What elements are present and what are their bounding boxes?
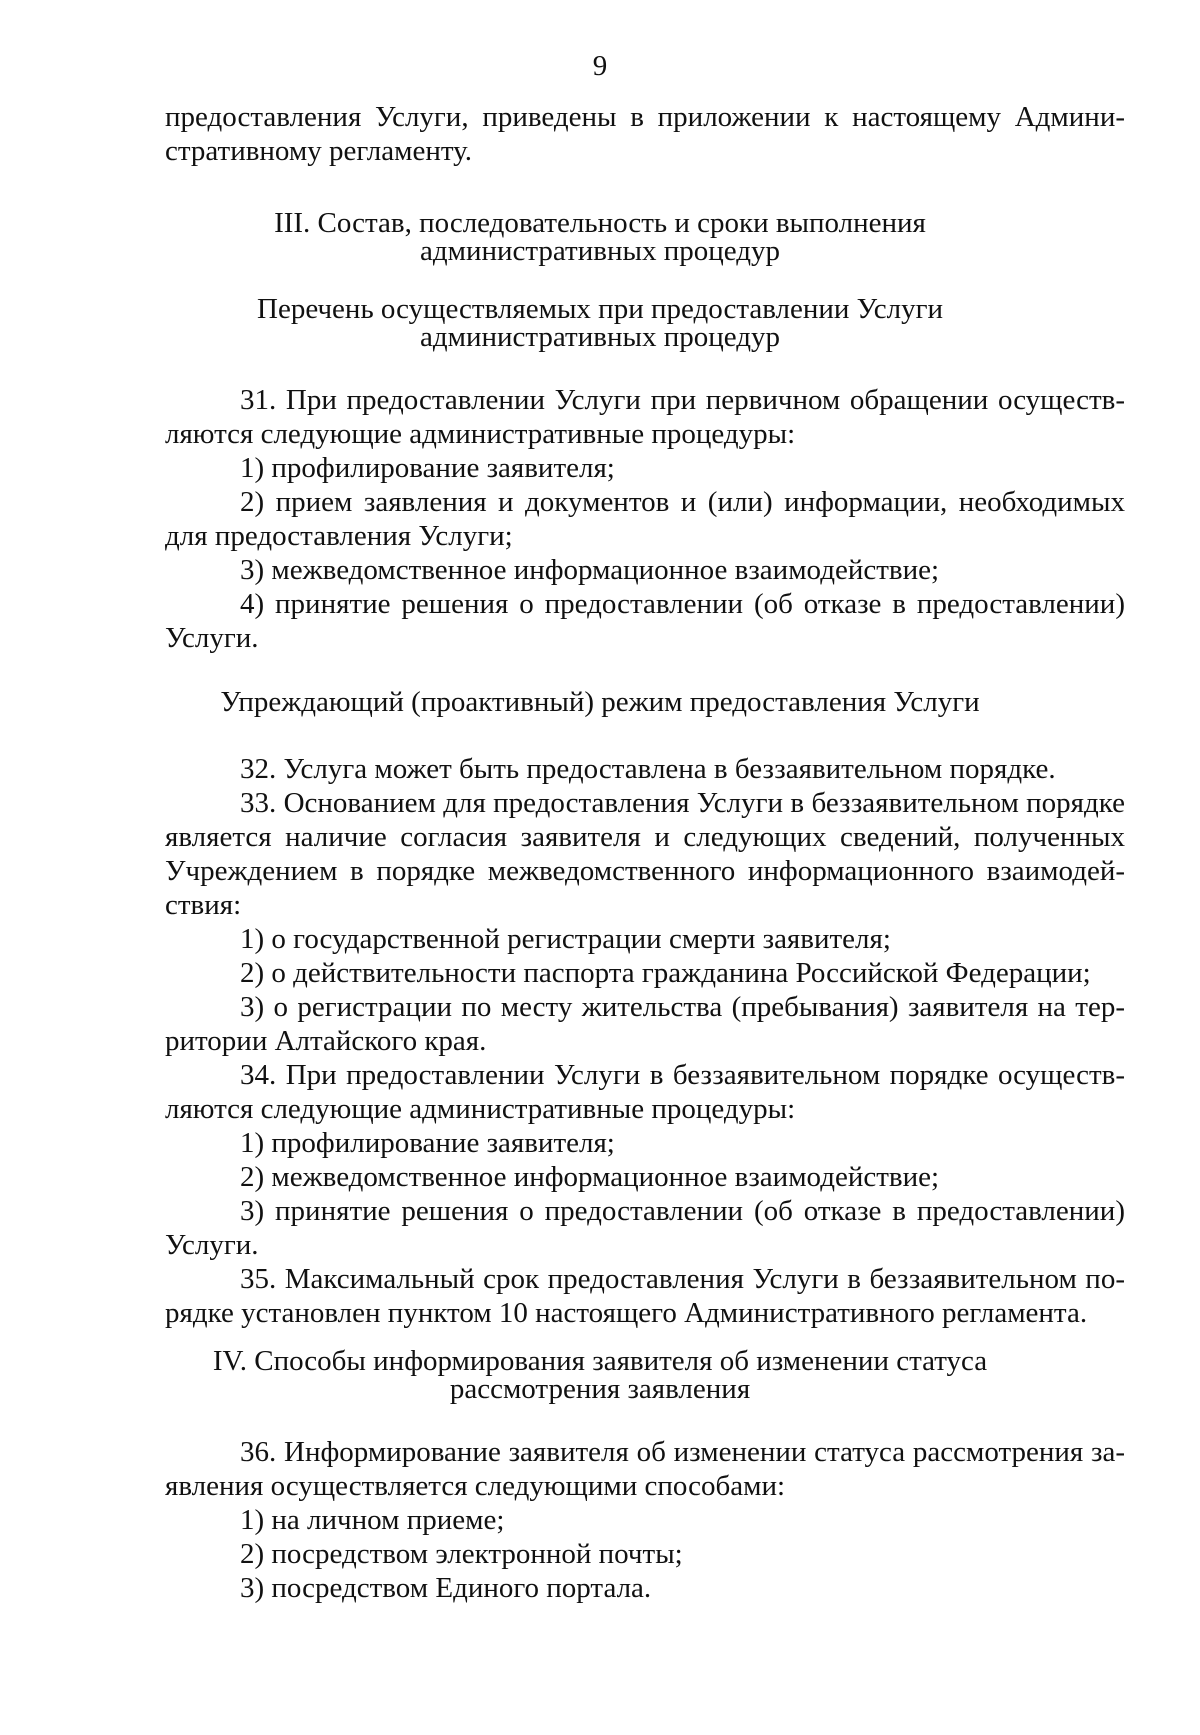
- paragraph-line: 31. При предоставлении Услуги при первичном обращении осуществ-: [240, 384, 1125, 416]
- list-item: Услуги.: [165, 622, 259, 654]
- list-item: ритории Алтайского края.: [165, 1025, 487, 1057]
- section-heading: рассмотрения заявления: [449, 1373, 751, 1405]
- list-item: Услуги.: [165, 1229, 259, 1261]
- list-item: 1) на личном приеме;: [240, 1504, 505, 1536]
- paragraph-line: ляются следующие административные процедуры:: [165, 1093, 796, 1125]
- paragraph-line: ляются следующие административные процедуры:: [165, 418, 796, 450]
- paragraph-line: явления осуществляется следующими способами:: [165, 1470, 786, 1502]
- paragraph-line: 32. Услуга может быть предоставлена в беззаявительном порядке.: [240, 753, 1056, 785]
- paragraph-line: ствия:: [165, 889, 242, 921]
- subsection-heading: Перечень осуществляемых при предоставлении Услуги: [257, 293, 943, 325]
- section-heading: IV. Способы информирования заявителя об изменении статуса: [212, 1345, 988, 1377]
- subsection-heading: Упреждающий (проактивный) режим предоставления Услуги: [220, 686, 980, 718]
- paragraph-line: предоставления Услуги, приведены в приложении к настоящему Админи-: [165, 101, 1125, 133]
- list-item: 1) профилирование заявителя;: [240, 452, 615, 484]
- list-item: 3) принятие решения о предоставлении (об отказе в предоставлении): [240, 1195, 1125, 1227]
- list-item: 3) межведомственное информационное взаимодействие;: [240, 554, 940, 586]
- section-heading: III. Состав, последовательность и сроки выполнения: [274, 207, 926, 239]
- paragraph-line: 33. Основанием для предоставления Услуги в беззаявительном порядке: [240, 787, 1125, 819]
- paragraph-line: 35. Максимальный срок предоставления Услуги в беззаявительном по-: [240, 1263, 1125, 1295]
- paragraph-line: стративному регламенту.: [165, 135, 472, 167]
- list-item: 2) межведомственное информационное взаимодействие;: [240, 1161, 940, 1193]
- paragraph-line: является наличие согласия заявителя и следующих сведений, полученных: [165, 821, 1125, 853]
- paragraph-line: рядке установлен пунктом 10 настоящего Административного регламента.: [165, 1297, 1088, 1329]
- list-item: 1) профилирование заявителя;: [240, 1127, 615, 1159]
- list-item: 2) посредством электронной почты;: [240, 1538, 683, 1570]
- list-item: 2) о действительности паспорта гражданина Российской Федерации;: [240, 957, 1091, 989]
- subsection-heading: административных процедур: [420, 321, 780, 353]
- list-item: 4) принятие решения о предоставлении (об отказе в предоставлении): [240, 588, 1125, 620]
- paragraph-line: 34. При предоставлении Услуги в беззаявительном порядке осуществ-: [240, 1059, 1125, 1091]
- paragraph-line: 36. Информирование заявителя об изменении статуса рассмотрения за-: [240, 1436, 1125, 1468]
- list-item: 3) посредством Единого портала.: [240, 1572, 652, 1604]
- list-item: 3) о регистрации по месту жительства (пребывания) заявителя на тер-: [240, 991, 1125, 1023]
- section-heading: административных процедур: [420, 235, 780, 267]
- list-item: 1) о государственной регистрации смерти заявителя;: [240, 923, 891, 955]
- list-item: 2) прием заявления и документов и (или) информации, необходимых: [240, 486, 1125, 518]
- page-number: 9: [592, 50, 608, 82]
- list-item: для предоставления Услуги;: [165, 520, 513, 552]
- paragraph-line: Учреждением в порядке межведомственного информационного взаимодей-: [165, 855, 1125, 887]
